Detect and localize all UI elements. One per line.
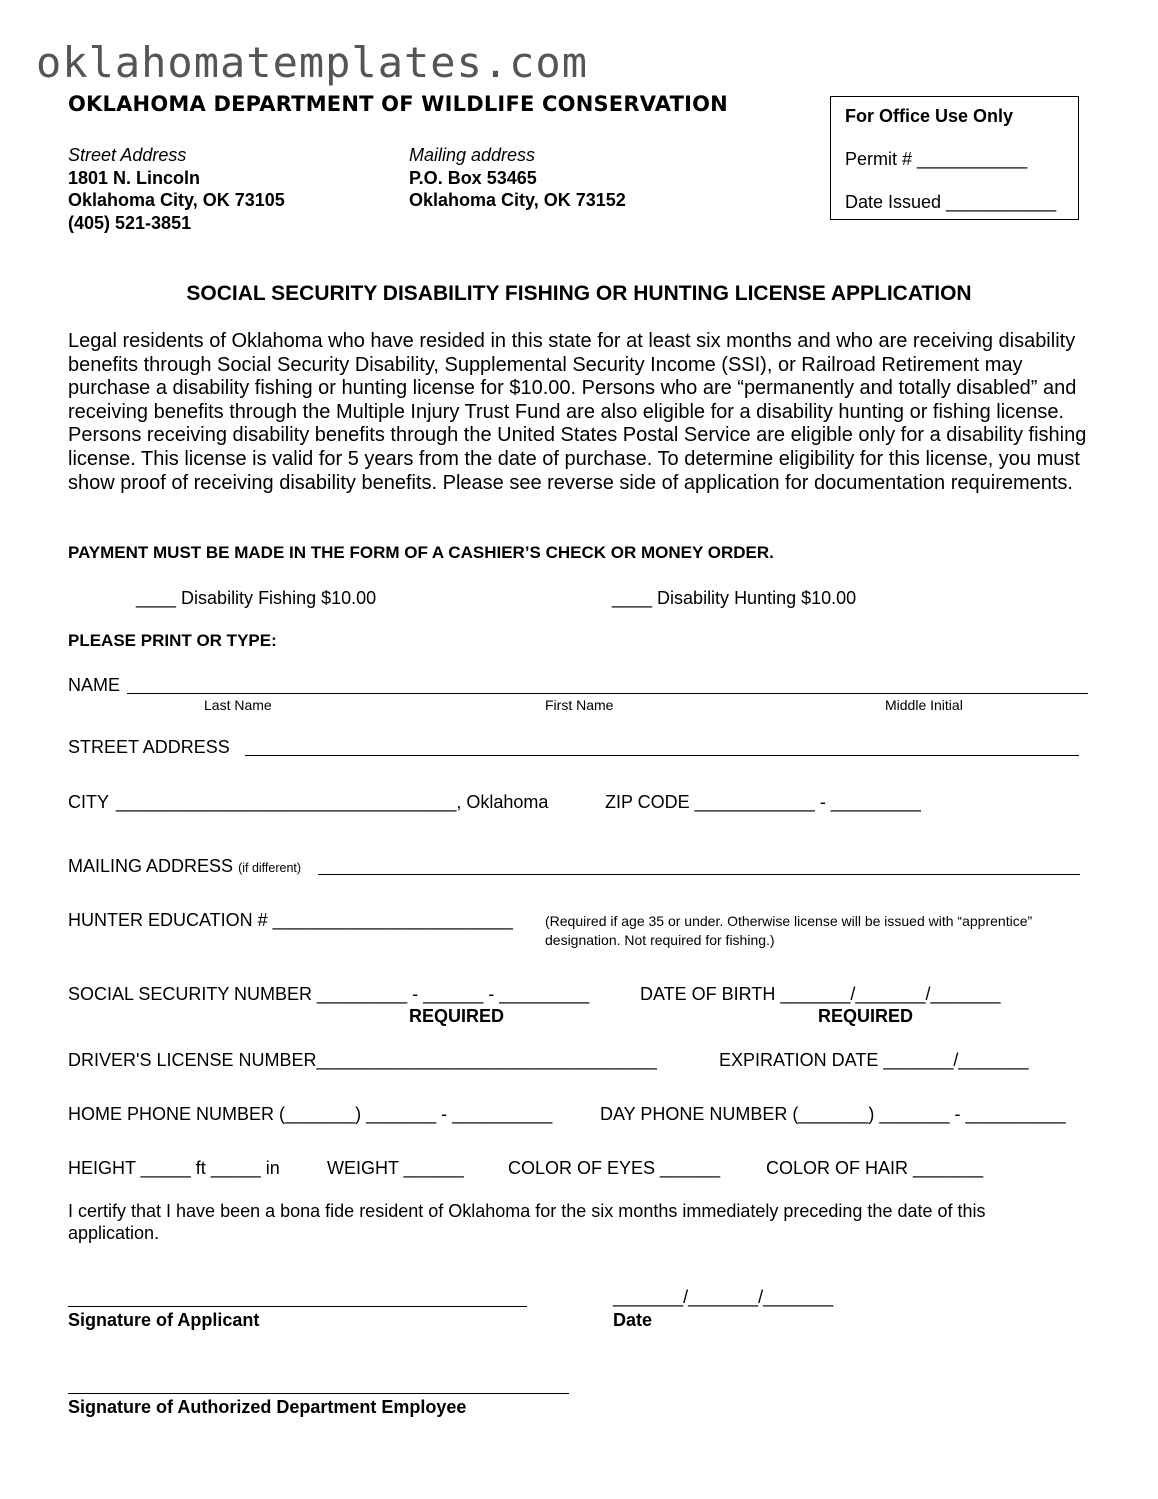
office-use-title: For Office Use Only — [845, 106, 1014, 126]
mailing-address-line2: Oklahoma City, OK 73152 — [409, 190, 626, 210]
certification-statement: I certify that I have been a bona fide resident of Oklahoma for the six months immediately preceding the date of this application. — [68, 1201, 986, 1243]
department-name: OKLAHOMA DEPARTMENT OF WILDLIFE CONSERVATION — [68, 92, 728, 116]
eye-color-field[interactable]: COLOR OF EYES ______ — [508, 1158, 721, 1178]
dob-required-label: REQUIRED — [818, 1006, 914, 1026]
option-fishing[interactable]: ____ Disability Fishing $10.00 — [136, 588, 377, 608]
form-title: SOCIAL SECURITY DISABILITY FISHING OR HUNTING LICENSE APPLICATION — [186, 282, 972, 305]
applicant-signature-label: Signature of Applicant — [68, 1310, 260, 1330]
payment-notice: PAYMENT MUST BE MADE IN THE FORM OF A CASHIER’S CHECK OR MONEY ORDER. — [68, 543, 774, 562]
zip-code-field[interactable]: ZIP CODE ____________ - _________ — [605, 792, 921, 812]
city-field[interactable]: __________________________________, Oklahoma — [116, 792, 549, 812]
hunter-education-note: (Required if age 35 or under. Otherwise license will be issued with “apprentice” designation. Not required for fishing.) — [545, 913, 1033, 948]
first-name-caption: First Name — [545, 697, 614, 713]
city-label: CITY — [68, 792, 110, 812]
employee-signature-label: Signature of Authorized Department Employee — [68, 1397, 467, 1417]
option-hunting[interactable]: ____ Disability Hunting $10.00 — [612, 588, 857, 608]
hair-color-field[interactable]: COLOR OF HAIR _______ — [766, 1158, 984, 1178]
employee-signature-line[interactable] — [68, 1393, 569, 1394]
mailing-address-label: Mailing address — [409, 145, 536, 165]
hunter-education-field[interactable]: HUNTER EDUCATION # ________________________ — [68, 910, 513, 930]
ssn-required-label: REQUIRED — [409, 1006, 505, 1026]
street-address-label: Street Address — [68, 145, 187, 165]
if-different-note: (if different) — [238, 861, 302, 875]
mailing-address-field[interactable] — [318, 874, 1080, 875]
mailing-address-block — [409, 144, 626, 212]
permit-number-field[interactable]: Permit # ___________ — [845, 149, 1028, 169]
street-address-field-label: STREET ADDRESS — [68, 737, 230, 757]
date-of-birth-field[interactable]: DATE OF BIRTH _______/_______/_______ — [640, 984, 1001, 1004]
day-phone-field[interactable]: DAY PHONE NUMBER (_______) _______ - __________ — [600, 1104, 1066, 1124]
intro-paragraph: Legal residents of Oklahoma who have resided in this state for at least six months and who are receiving disability benefits through Social Security Disability, Supplemental Security Income (SSI), or Railroad Retirement may purchase a disability fishing or hunting license for $10.00. Persons who are “permanently and totally disabled” and receiving benefits through the Multiple Injury Trust Fund are also eligible for a disability hunting or fishing license. Persons receiving disability benefits through the United States Postal Service are eligible only for a disability fishing license. This license is valid for 5 years from the date of purchase. To determine eligibility for this license, you must show proof of receiving disability benefits. Please see reverse side of application for documentation requirements. — [68, 330, 1087, 494]
height-field[interactable]: HEIGHT _____ ft _____ in — [68, 1158, 280, 1178]
mailing-address-field-label — [68, 856, 301, 877]
street-address-line2: Oklahoma City, OK 73105 — [68, 190, 285, 210]
signature-date-field[interactable]: _______/_______/_______ — [613, 1287, 834, 1307]
name-label: NAME — [68, 675, 121, 695]
applicant-signature-line[interactable] — [68, 1306, 527, 1307]
weight-field[interactable]: WEIGHT ______ — [327, 1158, 464, 1178]
street-address-field[interactable] — [245, 755, 1079, 756]
print-notice: PLEASE PRINT OR TYPE: — [68, 631, 277, 650]
name-field[interactable] — [127, 693, 1088, 694]
drivers-license-field[interactable]: DRIVER'S LICENSE NUMBER__________________________________ — [68, 1050, 657, 1070]
signature-date-label: Date — [613, 1310, 653, 1330]
mailing-address-line1: P.O. Box 53465 — [409, 167, 537, 188]
department-phone: (405) 521-3851 — [68, 212, 192, 233]
date-issued-field[interactable]: Date Issued ___________ — [845, 192, 1057, 212]
street-address-block — [68, 144, 285, 234]
office-use-box — [830, 96, 1079, 220]
street-address-line1: 1801 N. Lincoln — [68, 167, 201, 188]
license-expiration-field[interactable]: EXPIRATION DATE _______/_______ — [719, 1050, 1029, 1070]
middle-initial-caption: Middle Initial — [885, 697, 963, 713]
ssn-field[interactable]: SOCIAL SECURITY NUMBER _________ - ______ - _________ — [68, 984, 590, 1004]
last-name-caption: Last Name — [204, 697, 272, 713]
mailing-address-label-text: MAILING ADDRESS — [68, 856, 234, 876]
home-phone-field[interactable]: HOME PHONE NUMBER (_______) _______ - __________ — [68, 1104, 553, 1124]
watermark: oklahomatemplates.com — [36, 38, 589, 87]
